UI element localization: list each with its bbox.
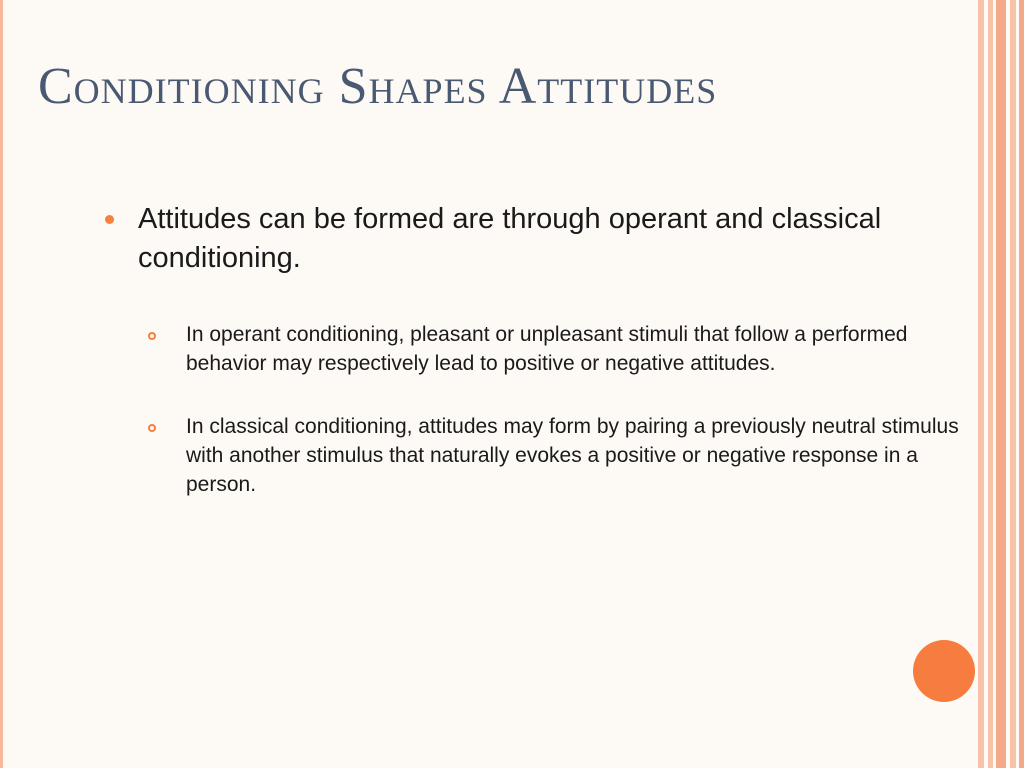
slide-title: Conditioning Shapes Attitudes <box>38 58 718 115</box>
right-decor-stripe <box>996 0 1006 768</box>
right-decor-stripe <box>978 0 984 768</box>
bullet-item <box>138 200 908 278</box>
bullet-ring-icon <box>148 332 156 340</box>
right-decor-stripe <box>988 0 993 768</box>
sub-bullet-text: In operant conditioning, pleasant or unpleasant stimuli that follow a performed behavior may respectively lead to positive or negative attitudes. <box>186 323 908 375</box>
right-decor-stripe <box>1019 0 1024 768</box>
bullet-dot-icon <box>105 215 114 224</box>
bullet-text: Attitudes can be formed are through operant and classical conditioning. <box>138 203 882 274</box>
bullet-ring-icon <box>148 424 156 432</box>
accent-circle <box>913 640 975 702</box>
bullet-list <box>0 200 975 499</box>
sub-bullet-text: In classical conditioning, attitudes may form by pairing a previously neutral stimulus with another stimulus that naturally evokes a positive or negative response in a person. <box>186 415 959 496</box>
sub-bullet-item <box>186 412 976 499</box>
right-decor-stripe <box>1010 0 1016 768</box>
sub-bullet-item <box>186 320 976 378</box>
